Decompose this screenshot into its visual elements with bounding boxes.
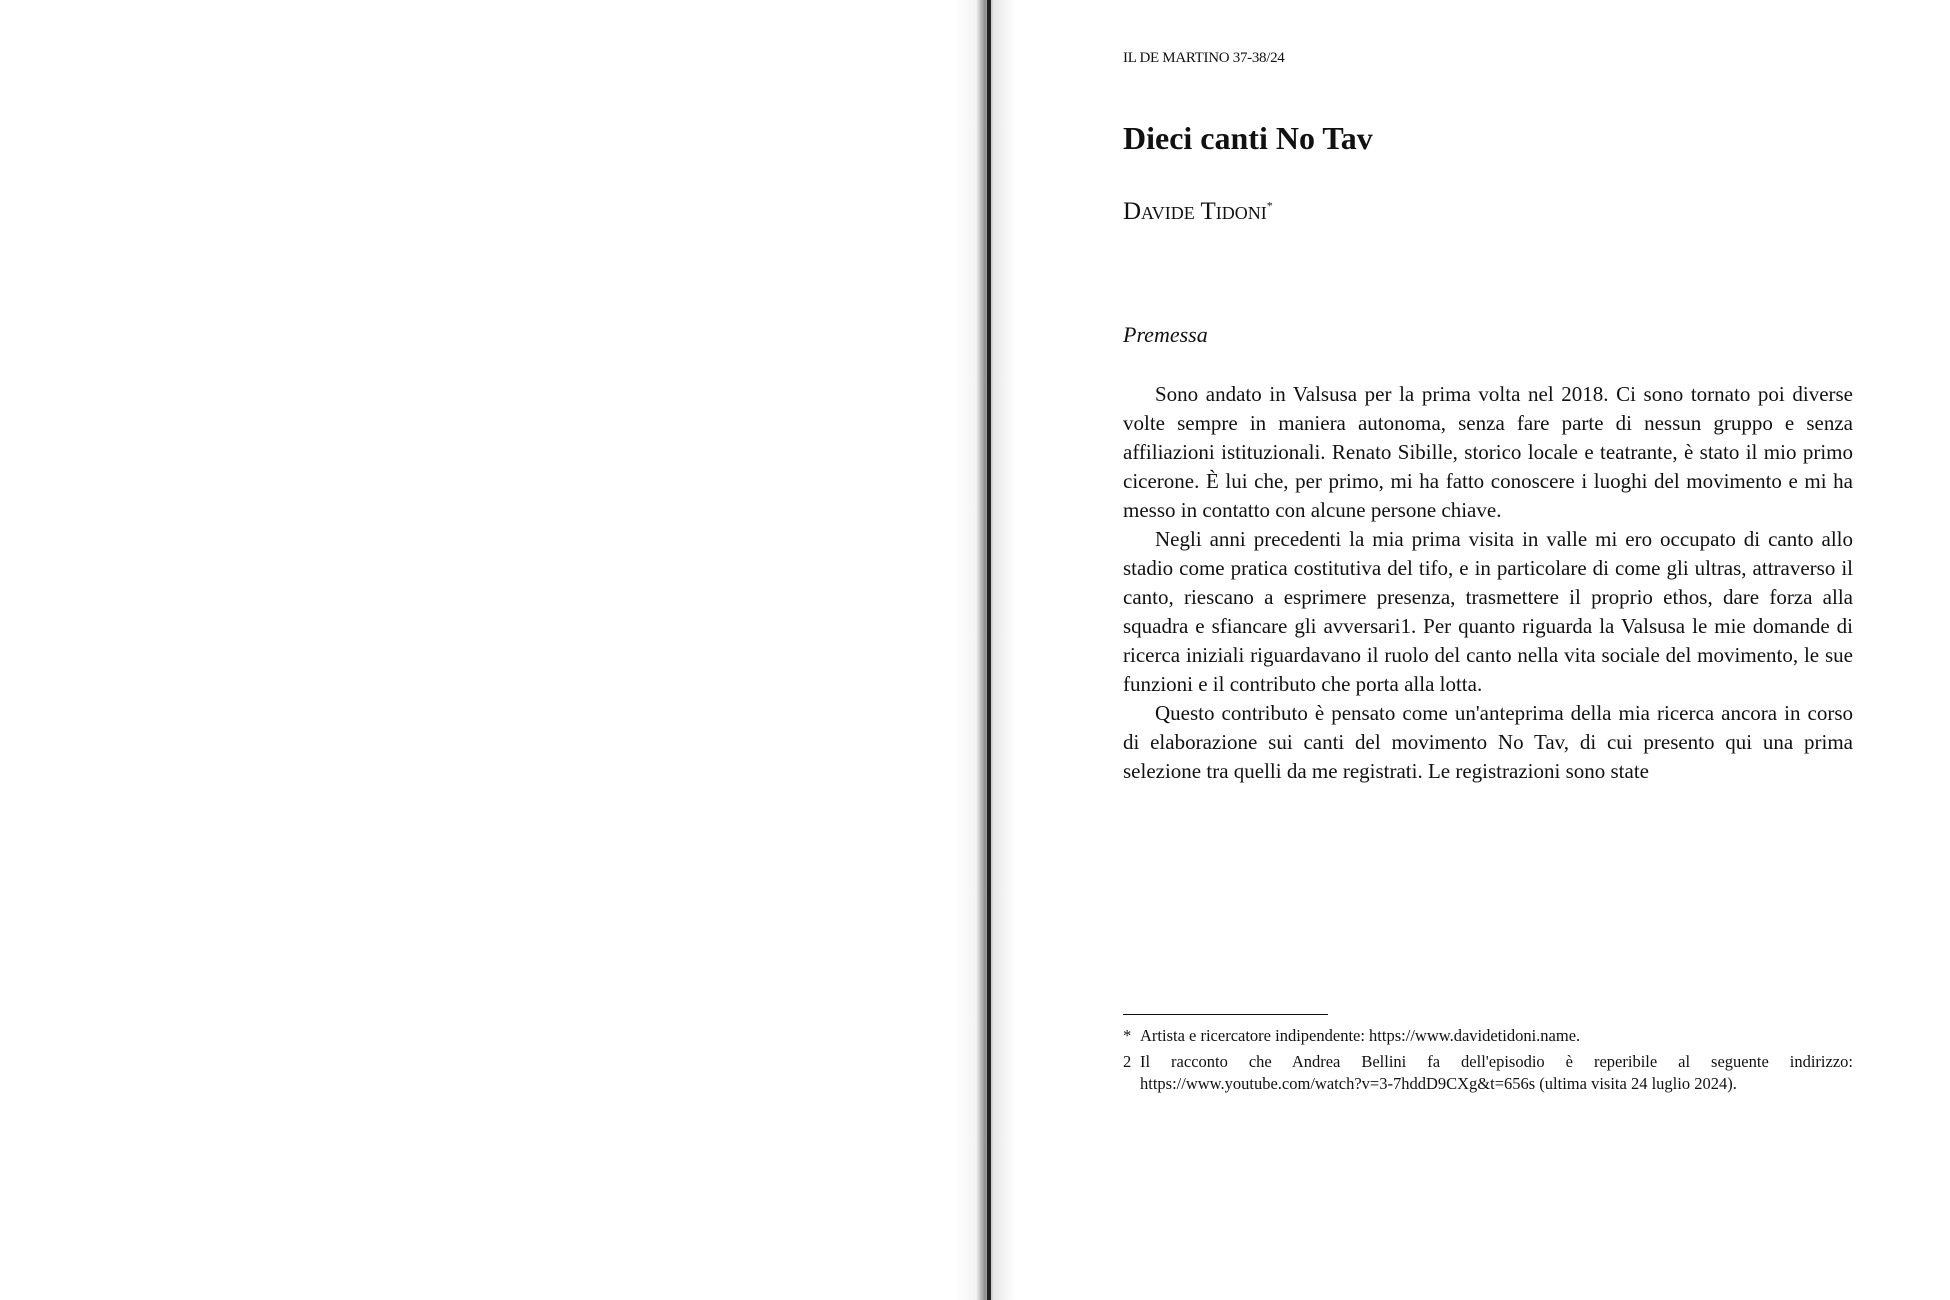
running-header: IL DE MARTINO 37-38/24	[1123, 50, 1285, 66]
article-title: Dieci canti No Tav	[1123, 120, 1373, 156]
spine-binding	[987, 0, 991, 1300]
section-heading: Premessa	[1123, 322, 1208, 347]
footnote-separator	[1123, 1014, 1328, 1015]
author-footnote-mark: *	[1266, 198, 1273, 213]
book-spine-shadow	[955, 0, 1015, 1300]
author-name: Davide Tidoni*	[1123, 198, 1273, 225]
footnote: 2 Il racconto che Andrea Bellini fa dell'episodio è reperibile al seguente indirizzo: https://www.youtube.com/watch?v=3-7hddD9CXg&t=656s (ultima visita 24 luglio 2024).	[1123, 1052, 1853, 1093]
footnote: * Artista e ricercatore indipendente: https://www.davidetidoni.name.	[1123, 1026, 1581, 1045]
paragraph: Sono andato in Valsusa per la prima volta nel 2018. Ci sono tornato poi diverse volte sempre in maniera autonoma, senza fare parte di nessun gruppo e senza affiliazioni istituzionali. Renato Sibille, storico locale e teatrante, è stato il mio primo cicerone. È lui che, per primo, mi ha fatto conoscere i luoghi del movimento e mi ha messo in contatto con alcune persone chiave.	[1123, 382, 1853, 522]
paragraph: Negli anni precedenti la mia prima visita in valle mi ero occupato di canto allo stadio come pratica costitutiva del tifo, e in particolare di come gli ultras, attraverso il canto, riescano a esprimere presenza, trasmettere il proprio ethos, dare forza alla squadra e sfiancare gli avversari1. Per quanto riguarda la Valsusa le mie domande di ricerca iniziali riguardavano il ruolo del canto nella vita sociale del movimento, le sue funzioni e il contributo che porta alla lotta.	[1123, 527, 1853, 696]
paragraph: Questo contributo è pensato come un'anteprima della mia ricerca ancora in corso di elaborazione sui canti del movimento No Tav, di cui presento qui una prima selezione tra quelli da me registrati. Le registrazioni sono state	[1123, 701, 1853, 783]
article-body	[1123, 380, 1853, 786]
footnotes	[1123, 1025, 1853, 1099]
